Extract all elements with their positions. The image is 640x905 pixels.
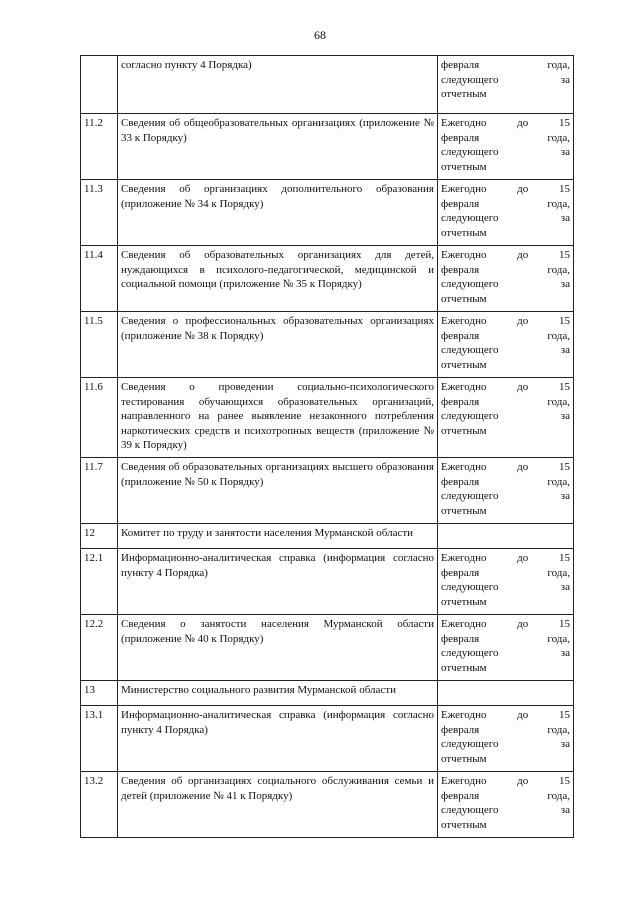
deadline-line	[441, 475, 570, 490]
row-number: 13.2	[81, 772, 118, 838]
table-row	[81, 246, 574, 312]
deadline-word: Ежегодно	[441, 249, 487, 261]
deadline-word: 15	[558, 117, 570, 129]
deadline-word: года,	[547, 475, 570, 488]
row-number: 11.3	[81, 180, 118, 246]
table-row	[81, 312, 574, 378]
deadline-word: 15	[558, 183, 570, 195]
deadline-line	[441, 248, 570, 263]
row-deadline	[438, 180, 574, 246]
deadline-word: до	[517, 381, 529, 393]
deadline-word: отчетным	[441, 752, 487, 765]
deadline-word: отчетным	[441, 504, 487, 517]
row-number: 11.5	[81, 312, 118, 378]
table-row	[81, 180, 574, 246]
row-number: 12	[81, 524, 118, 549]
deadline-word: за	[560, 212, 570, 224]
deadline-word: следующего	[441, 73, 499, 86]
deadline-word: следующего	[441, 146, 499, 158]
deadline-line	[441, 226, 570, 241]
row-description: Информационно-аналитическая справка (информация согласно пункту 4 Порядка)	[118, 706, 438, 772]
deadline-word: Ежегодно	[441, 381, 487, 393]
row-number	[81, 56, 118, 114]
row-description: Сведения об организациях социального обслуживания семьи и детей (приложение № 41 к Порядку)	[118, 772, 438, 838]
deadline-word: до	[517, 315, 529, 327]
row-deadline	[438, 312, 574, 378]
deadline-word: года,	[547, 197, 570, 210]
deadline-line	[441, 723, 570, 738]
deadline-word: отчетным	[441, 226, 487, 239]
deadline-word: февраля	[441, 59, 480, 71]
deadline-word: за	[560, 344, 570, 356]
row-description: Информационно-аналитическая справка (информация согласно пункту 4 Порядка)	[118, 549, 438, 615]
deadline-line	[441, 632, 570, 647]
deadline-line	[441, 211, 570, 226]
deadline-word: следующего	[441, 410, 499, 422]
deadline-word: до	[517, 552, 529, 564]
table-row	[81, 706, 574, 772]
deadline-line	[441, 263, 570, 278]
deadline-line	[441, 58, 570, 73]
section-row	[81, 681, 574, 706]
deadline-line	[441, 646, 570, 661]
deadline-word: следующего	[441, 804, 499, 816]
row-deadline	[438, 114, 574, 180]
deadline-line	[441, 73, 570, 88]
deadline-word: до	[517, 183, 529, 195]
deadline-line	[441, 737, 570, 752]
deadline-line	[441, 197, 570, 212]
deadline-word: 15	[558, 618, 570, 630]
deadline-line	[441, 566, 570, 581]
deadline-word: отчетным	[441, 818, 487, 831]
deadline-word: за	[560, 804, 570, 816]
row-deadline	[438, 549, 574, 615]
deadline-line	[441, 460, 570, 475]
row-number: 12.1	[81, 549, 118, 615]
deadline-word: года,	[547, 789, 570, 802]
deadline-line	[441, 661, 570, 676]
deadline-word: года,	[547, 131, 570, 144]
row-description: Сведения о занятости населения Мурманской области (приложение № 40 к Порядку)	[118, 615, 438, 681]
deadline-line	[441, 409, 570, 424]
deadline-line	[441, 329, 570, 344]
deadline-word: Ежегодно	[441, 315, 487, 327]
deadline-word: февраля	[441, 723, 480, 736]
deadline-word: следующего	[441, 344, 499, 356]
deadline-word: до	[517, 117, 529, 129]
deadline-word: отчетным	[441, 358, 487, 371]
deadline-word: до	[517, 461, 529, 473]
table-row	[81, 378, 574, 458]
reporting-table	[80, 55, 574, 838]
row-deadline	[438, 458, 574, 524]
deadline-word: Ежегодно	[441, 552, 487, 564]
deadline-line	[441, 358, 570, 373]
deadline-word: года,	[547, 632, 570, 645]
deadline-word: 15	[558, 552, 570, 564]
deadline-line	[441, 343, 570, 358]
deadline-word: за	[560, 146, 570, 158]
deadline-word: за	[560, 73, 570, 86]
deadline-word: Ежегодно	[441, 709, 487, 721]
deadline-word: отчетным	[441, 88, 487, 100]
row-number: 11.4	[81, 246, 118, 312]
deadline-word: года,	[547, 566, 570, 579]
table-row	[81, 114, 574, 180]
deadline-line	[441, 131, 570, 146]
row-deadline	[438, 56, 574, 114]
term-cell	[438, 681, 574, 706]
deadline-word: отчетным	[441, 160, 487, 173]
deadline-word: следующего	[441, 647, 499, 659]
row-deadline	[438, 706, 574, 772]
deadline-word: Ежегодно	[441, 117, 487, 129]
row-description: Сведения о профессиональных образовательных организациях (приложение № 38 к Порядку)	[118, 312, 438, 378]
row-number: 11.2	[81, 114, 118, 180]
row-description: Сведения об общеобразовательных организациях (приложение № 33 к Порядку)	[118, 114, 438, 180]
section-title: Министерство социального развития Мурманской области	[118, 681, 438, 706]
deadline-word: за	[560, 278, 570, 290]
deadline-word: февраля	[441, 197, 480, 210]
deadline-word: отчетным	[441, 424, 487, 437]
row-number: 13.1	[81, 706, 118, 772]
deadline-word: года,	[547, 263, 570, 276]
deadline-word: года,	[547, 59, 570, 71]
deadline-word: февраля	[441, 475, 480, 488]
deadline-word: 15	[558, 775, 570, 787]
table-row	[81, 615, 574, 681]
deadline-word: Ежегодно	[441, 461, 487, 473]
row-number: 11.6	[81, 378, 118, 458]
deadline-word: Ежегодно	[441, 183, 487, 195]
deadline-word: за	[560, 490, 570, 502]
row-deadline	[438, 378, 574, 458]
deadline-line	[441, 314, 570, 329]
deadline-word: 15	[558, 249, 570, 261]
deadline-line	[441, 818, 570, 833]
deadline-word: следующего	[441, 278, 499, 290]
deadline-line	[441, 395, 570, 410]
table-row	[81, 56, 574, 114]
deadline-line	[441, 752, 570, 767]
deadline-word: следующего	[441, 490, 499, 502]
deadline-line	[441, 803, 570, 818]
deadline-word: отчетным	[441, 595, 487, 608]
deadline-word: 15	[558, 461, 570, 473]
deadline-word: 15	[558, 315, 570, 327]
deadline-word: февраля	[441, 263, 480, 276]
deadline-line	[441, 617, 570, 632]
deadline-word: года,	[547, 723, 570, 736]
deadline-line	[441, 87, 570, 102]
deadline-line	[441, 551, 570, 566]
row-description: Сведения о проведении социально-психологического тестирования обучающихся образовательных организаций, направленного на ранее выявление незаконного потребления наркотических средств и психотропных веществ (приложение № 39 к Порядку)	[118, 378, 438, 458]
deadline-line	[441, 708, 570, 723]
row-number: 13	[81, 681, 118, 706]
table-row	[81, 458, 574, 524]
deadline-word: за	[560, 647, 570, 659]
row-deadline	[438, 772, 574, 838]
section-title: Комитет по труду и занятости населения Мурманской области	[118, 524, 438, 549]
deadline-line	[441, 380, 570, 395]
deadline-word: следующего	[441, 212, 499, 224]
deadline-word: за	[560, 738, 570, 750]
deadline-line	[441, 182, 570, 197]
deadline-word: до	[517, 249, 529, 261]
deadline-word: 15	[558, 709, 570, 721]
deadline-line	[441, 160, 570, 175]
deadline-word: года,	[547, 329, 570, 342]
deadline-word: февраля	[441, 329, 480, 342]
row-deadline	[438, 246, 574, 312]
deadline-line	[441, 116, 570, 131]
deadline-line	[441, 292, 570, 307]
deadline-word: отчетным	[441, 292, 487, 305]
deadline-word: февраля	[441, 395, 480, 408]
deadline-line	[441, 489, 570, 504]
row-description: Сведения об образовательных организациях высшего образования (приложение № 50 к Порядку)	[118, 458, 438, 524]
table-row	[81, 549, 574, 615]
deadline-word: Ежегодно	[441, 775, 487, 787]
deadline-word: Ежегодно	[441, 618, 487, 630]
deadline-line	[441, 774, 570, 789]
deadline-word: февраля	[441, 131, 480, 144]
deadline-line	[441, 504, 570, 519]
deadline-word: февраля	[441, 789, 480, 802]
deadline-word: отчетным	[441, 661, 487, 674]
row-description: Сведения об образовательных организациях для детей, нуждающихся в психолого-педагогической, медицинской и социальной помощи (приложение № 35 к Порядку)	[118, 246, 438, 312]
section-row	[81, 524, 574, 549]
deadline-word: февраля	[441, 566, 480, 579]
row-deadline	[438, 615, 574, 681]
deadline-line	[441, 580, 570, 595]
deadline-line	[441, 277, 570, 292]
row-description: согласно пункту 4 Порядка)	[118, 56, 438, 114]
row-description: Сведения об организациях дополнительного образования (приложение № 34 к Порядку)	[118, 180, 438, 246]
deadline-word: февраля	[441, 632, 480, 645]
table-row	[81, 772, 574, 838]
deadline-word: года,	[547, 395, 570, 408]
deadline-word: следующего	[441, 581, 499, 593]
deadline-word: до	[517, 618, 529, 630]
deadline-line	[441, 145, 570, 160]
deadline-line	[441, 595, 570, 610]
deadline-line	[441, 789, 570, 804]
term-cell	[438, 524, 574, 549]
deadline-word: следующего	[441, 738, 499, 750]
deadline-word: за	[560, 410, 570, 422]
deadline-line	[441, 424, 570, 439]
deadline-word: за	[560, 581, 570, 593]
row-number: 11.7	[81, 458, 118, 524]
deadline-word: до	[517, 709, 529, 721]
deadline-word: до	[517, 775, 529, 787]
row-number: 12.2	[81, 615, 118, 681]
page-number: 68	[314, 28, 326, 42]
deadline-word: 15	[558, 381, 570, 393]
